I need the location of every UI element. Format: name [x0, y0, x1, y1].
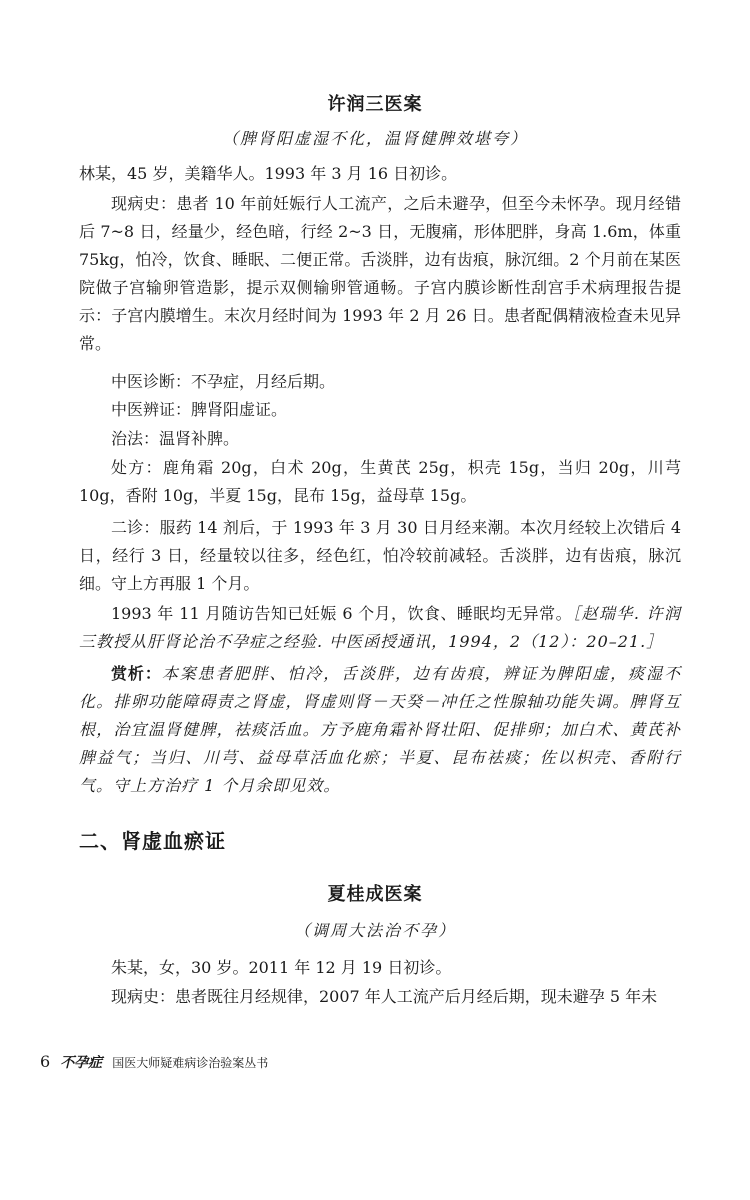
section-heading: 二、肾虚血瘀证 [79, 829, 226, 853]
second-visit: 二诊：服药 14 剂后，于 1993 年 3 月 30 日月经来潮。本次月经较上次错后 4 日，经行 3 日，经量较以往多，经色红，怕冷较前减轻。舌淡胖，边有齿痕，脉沉细。守上方再服 1 个月。 [79, 518, 681, 593]
commentary-paragraph [79, 660, 681, 800]
tcm-diagnosis: 中医诊断：不孕症，月经后期。 [111, 372, 336, 391]
case2-intro: 朱某，女，30 岁。2011 年 12 月 19 日初诊。 [111, 958, 452, 977]
followup-paragraph [79, 600, 681, 656]
case2-history: 现病史：患者既往月经规律，2007 年人工流产后月经后期，现未避孕 5 年未 [111, 987, 658, 1006]
series-title: 国医大师疑难病诊治验案丛书 [112, 1056, 269, 1070]
followup-reference: ［赵瑞华. 许润三教授从肝肾论治不孕症之经验. 中医函授通讯，1994，2（12）：20–21.］ [79, 604, 681, 651]
page-number: 6 [40, 1052, 51, 1071]
followup-text: 1993 年 11 月随访告知已妊娠 6 个月，饮食、睡眠均无异常。 [111, 604, 573, 623]
page-footer [40, 1052, 268, 1072]
commentary-text: 本案患者肥胖、怕冷，舌淡胖，边有齿痕，辨证为脾阳虚，痰湿不化。排卵功能障碍责之肾虚，肾虚则肾－天癸－冲任之性腺轴功能失调。脾肾互根，治宜温肾健脾，祛痰活血。方予鹿角霜补肾壮阳、促排卵；加白术、黄芪补脾益气；当归、川芎、益母草活血化瘀；半夏、昆布祛痰；佐以枳壳、香附行气。守上方治疗 1 个月余即见效。 [79, 664, 681, 795]
case-intro: 林某，45 岁，美籍华人。1993 年 3 月 16 日初诊。 [79, 164, 458, 183]
case2-subtitle: （调周大法治不孕） [293, 921, 456, 940]
prescription: 处方：鹿角霜 20g，白术 20g，生黄芪 25g，枳壳 15g，当归 20g，川芎 10g，香附 10g，半夏 15g，昆布 15g，益母草 15g。 [79, 458, 681, 505]
book-title: 不孕症 [60, 1055, 103, 1071]
case2-title: 夏桂成医案 [327, 884, 423, 905]
present-history: 现病史：患者 10 年前妊娠行人工流产，之后未避孕，但至今未怀孕。现月经错后 7~8 日，经量少，经色暗，行经 2~3 日，无腹痛，形体肥胖，身高 1.6m，体重 75kg，怕冷，饮食、睡眠、二便正常。舌淡胖，边有齿痕，脉沉细。2 个月前在某医院做子宫输卵管造影，提示双侧输卵管通畅。子宫内膜诊断性刮宫手术病理报告提示：子宫内膜增生。末次月经时间为 1993 年 2 月 26 日。患者配偶精液检查未见异常。 [79, 194, 681, 353]
treatment-method: 治法：温肾补脾。 [111, 429, 240, 448]
commentary-label: 赏析： [111, 664, 162, 683]
case-title: 许润三医案 [327, 94, 423, 115]
case-subtitle: （脾肾阳虚湿不化，温肾健脾效堪夸） [221, 129, 528, 148]
tcm-syndrome: 中医辨证：脾肾阳虚证。 [111, 400, 288, 419]
